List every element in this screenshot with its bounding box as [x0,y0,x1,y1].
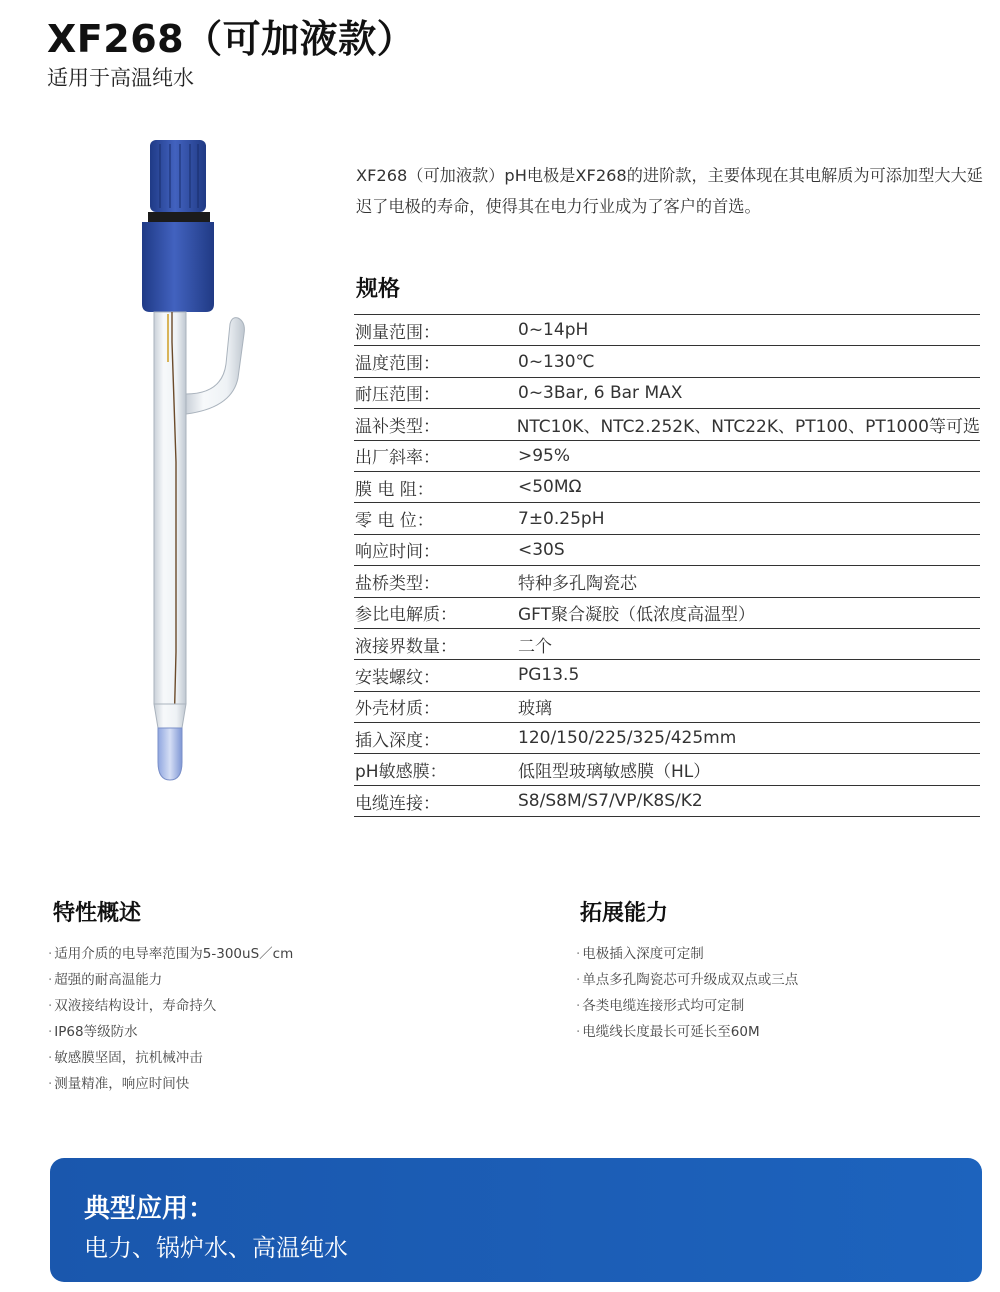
spec-row [354,378,980,409]
spec-value: 120/150/225/325/425mm [518,728,737,749]
spec-value: <50MΩ [518,477,582,498]
spec-value: 0~14pH [518,320,589,341]
spec-value: 玻璃 [518,699,552,720]
spec-label: pH敏感膜： [355,762,447,783]
spec-value: >95% [518,445,571,466]
spec-row [354,535,980,566]
spec-value: GFT聚合凝胶（低浓度高温型） [518,605,756,626]
spec-value: 特种多孔陶瓷芯 [518,573,637,594]
spec-label: 零 电 位： [355,511,434,532]
list-item: · 各类电缆连接形式均可定制 [576,993,798,1019]
list-item: · 敏感膜坚固，抗机械冲击 [48,1045,293,1071]
spec-value: PG13.5 [518,665,580,686]
page-title: XF268（可加液款） [47,17,416,61]
spec-row [354,346,980,377]
list-item: · 电极插入深度可定制 [576,941,798,967]
spec-row [354,754,980,785]
spec-row [354,472,980,503]
list-item: · 单点多孔陶瓷芯可升级成双点或三点 [576,967,798,993]
spec-value: 二个 [518,636,552,657]
spec-value: NTC10K、NTC2.252K、NTC22K、PT100、PT1000等可选 [516,416,980,437]
extensions-list [576,941,798,1045]
spec-value: S8/S8M/S7/VP/K8S/K2 [518,791,703,812]
application-banner [50,1158,982,1282]
spec-label: 液接界数量： [355,636,457,657]
ph-electrode-image [120,132,280,792]
spec-row [354,441,980,472]
spec-label: 响应时间： [355,542,440,563]
spec-row [354,786,980,817]
spec-value: 0~3Bar, 6 Bar MAX [518,382,683,403]
features-list [48,941,293,1097]
extensions-heading: 拓展能力 [580,901,669,926]
spec-label: 出厂斜率： [355,448,440,469]
spec-label: 温度范围： [355,354,440,375]
list-item: · 电缆线长度最长可延长至60M [576,1019,798,1045]
spec-row [354,692,980,723]
spec-heading: 规格 [356,277,401,302]
spec-label: 电缆连接： [355,793,440,814]
spec-row [354,566,980,597]
spec-row [354,660,980,691]
spec-label: 温补类型： [355,416,440,437]
spec-value: 0~130℃ [518,351,595,372]
spec-row [354,315,980,346]
spec-row [354,409,980,440]
spec-value: 7±0.25pH [518,508,605,529]
application-heading: 典型应用： [84,1194,215,1224]
spec-label: 测量范围： [355,322,440,343]
spec-label: 耐压范围： [355,385,440,406]
spec-row [354,629,980,660]
spec-label: 膜 电 阻： [355,479,434,500]
list-item: · IP68等级防水 [48,1019,293,1045]
spec-label: 参比电解质： [355,605,457,626]
product-description: XF268（可加液款）pH电极是XF268的进阶款，主要体现在其电解质为可添加型大大延迟了电极的寿命，使得其在电力行业成为了客户的首选。 [356,166,983,216]
list-item: · 适用介质的电导率范围为5-300uS／cm [48,941,293,967]
spec-row [354,723,980,754]
list-item: · 测量精准，响应时间快 [48,1071,293,1097]
spec-label: 安装螺纹： [355,667,440,688]
spec-label: 外壳材质： [355,699,440,720]
spec-row [354,598,980,629]
list-item: · 超强的耐高温能力 [48,967,293,993]
spec-table [354,314,980,817]
features-heading: 特性概述 [53,901,142,926]
spec-label: 盐桥类型： [355,573,440,594]
spec-value: <30S [518,539,565,560]
application-text: 电力、锅炉水、高温纯水 [84,1234,348,1262]
page-subtitle: 适用于高温纯水 [47,66,194,90]
spec-label: 插入深度： [355,730,440,751]
spec-row [354,503,980,534]
list-item: · 双液接结构设计，寿命持久 [48,993,293,1019]
spec-value: 低阻型玻璃敏感膜（HL） [518,762,711,783]
